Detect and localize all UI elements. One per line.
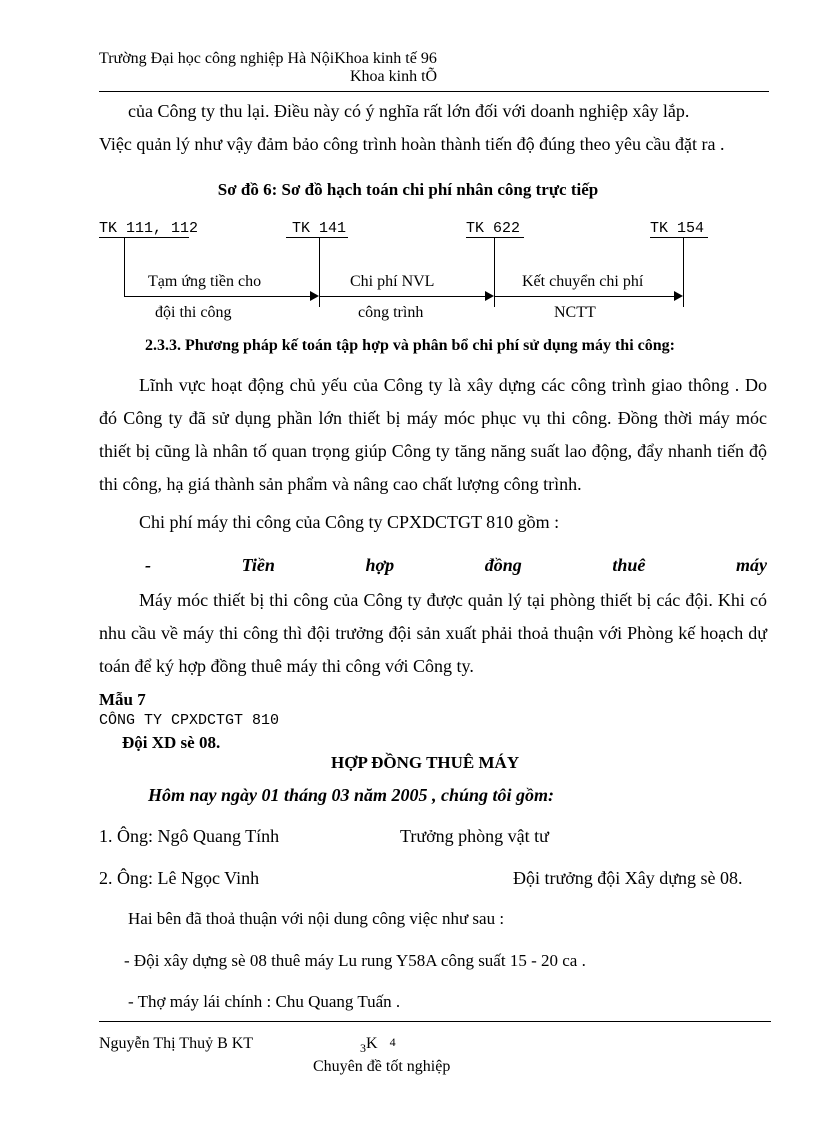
arrow-3-head xyxy=(674,291,683,301)
account-tk-622: TK 622 xyxy=(466,220,521,237)
footer-subtitle: Chuyên đề tốt nghiệp xyxy=(313,1058,451,1075)
arrow-3-line xyxy=(494,296,674,297)
account-tk-141: TK 141 xyxy=(292,220,347,237)
agreement-item-1: - Đội xây dựng sè 08 thuê máy Lu rung Y58A công suất 15 - 20 ca . xyxy=(124,951,586,970)
bullet-word-1: Tiền xyxy=(241,555,275,575)
flow-2-top: Chi phí NVL xyxy=(350,273,435,290)
form-team: Đội XD sè 08. xyxy=(122,733,221,752)
intro-line-1-text: của Công ty thu lại. Điều này có ý nghĩa rất lớn đối với doanh nghiệp xây lắp. xyxy=(128,101,690,121)
party-2-name: 2. Ông: Lê Ngọc Vinh xyxy=(99,868,260,888)
bullet-word-5: máy xyxy=(736,555,767,575)
account-underline-1 xyxy=(99,237,189,238)
bullet-rent-contract xyxy=(145,555,767,576)
party-1-role: Trưởng phòng vật tư xyxy=(400,826,549,846)
footer-class-main: K xyxy=(366,1035,378,1052)
header-faculty-inline: Khoa kinh tế 96 xyxy=(334,50,437,67)
footer-class-code xyxy=(360,1035,396,1053)
header-divider xyxy=(99,91,769,92)
arrow-1-line xyxy=(124,296,310,297)
bullet-word-2: hợp xyxy=(365,555,395,575)
flow-3-top: Kết chuyển chi phí xyxy=(522,273,644,290)
party-2-role: Đội trưởng đội Xây dựng sè 08. xyxy=(513,868,743,888)
arrow-2-head xyxy=(485,291,494,301)
agreement-line: Hai bên đã thoả thuận với nội dung công việc như sau : xyxy=(128,909,505,928)
footer-class-sup: 4 xyxy=(389,1035,396,1049)
form-date-line: Hôm nay ngày 01 tháng 03 năm 2005 , chúng tôi gồm: xyxy=(148,785,555,805)
bullet-dash: - xyxy=(145,555,151,575)
account-underline-2 xyxy=(286,237,348,238)
footer-class-sub: 3 xyxy=(360,1041,366,1055)
bullet-word-4: thuê xyxy=(612,555,646,575)
intro-line-2: Việc quản lý như vậy đảm bảo công trình hoàn thành tiến độ đúng theo yêu cầu đặt ra . xyxy=(99,134,725,154)
account-underline-3 xyxy=(466,237,524,238)
diagram-vline-1 xyxy=(124,237,125,297)
section-paragraph-1: Lĩnh vực hoạt động chủ yếu của Công ty là xây dựng các công trình giao thông . Do đó Công ty đã sử dụng phần lớn thiết bị máy móc phục vụ thi công. Đồng thời máy móc thiết bị cũng là nhân tố quan trọng giúp Công ty tăng năng suất lao động, đẩy nhanh tiến độ thi công, hạ giá thành sản phẩm và nâng cao chất lượng công trình. xyxy=(99,375,767,494)
flow-2-bottom: công trình xyxy=(358,304,424,321)
flow-1-bottom: đội thi công xyxy=(155,304,232,321)
account-underline-4 xyxy=(650,237,708,238)
section-paragraph-3: Máy móc thiết bị thi công của Công ty được quản lý tại phòng thiết bị các đội. Khi có nhu cầu về máy thi công thì đội trưởng đội sản xuất phải thoả thuận với Phòng kế hoạch dự toán để ký hợp đồng thuê máy thi công với Công ty. xyxy=(99,590,767,676)
header-school xyxy=(99,50,437,68)
account-tk-111-112: TK 111, 112 xyxy=(99,220,199,237)
bullet-word-3: đồng xyxy=(484,555,522,575)
footer-divider xyxy=(99,1021,771,1022)
section-heading: 2.3.3. Phương pháp kế toán tập hợp và phân bổ chi phí sử dụng máy thi công: xyxy=(145,337,675,354)
form-label: Mẫu 7 xyxy=(99,690,146,709)
flow-3-bottom: NCTT xyxy=(554,304,596,321)
header-faculty-line2: Khoa kinh tÕ xyxy=(350,68,438,85)
footer-author: Nguyễn Thị Thuỷ B KT xyxy=(99,1035,254,1052)
intro-line-1 xyxy=(99,101,767,122)
account-tk-154: TK 154 xyxy=(650,220,705,237)
section-paragraph-2: Chi phí máy thi công của Công ty CPXDCTGT 810 gồm : xyxy=(139,512,560,532)
flow-1-top: Tạm ứng tiền cho xyxy=(148,273,262,290)
arrow-2-line xyxy=(319,296,485,297)
diagram-title: Sơ đồ 6: Sơ đồ hạch toán chi phí nhân công trực tiếp xyxy=(217,180,599,199)
diagram-vline-4 xyxy=(683,237,684,307)
agreement-item-2: - Thợ máy lái chính : Chu Quang Tuấn . xyxy=(128,992,401,1011)
header-school-text: Trường Đại học công nghiệp Hà Nội xyxy=(99,50,335,67)
party-1-name: 1. Ông: Ngô Quang Tính xyxy=(99,826,280,846)
form-company: CÔNG TY CPXDCTGT 810 xyxy=(99,712,280,729)
arrow-1-head xyxy=(310,291,319,301)
form-title: HỢP ĐỒNG THUÊ MÁY xyxy=(331,753,520,772)
